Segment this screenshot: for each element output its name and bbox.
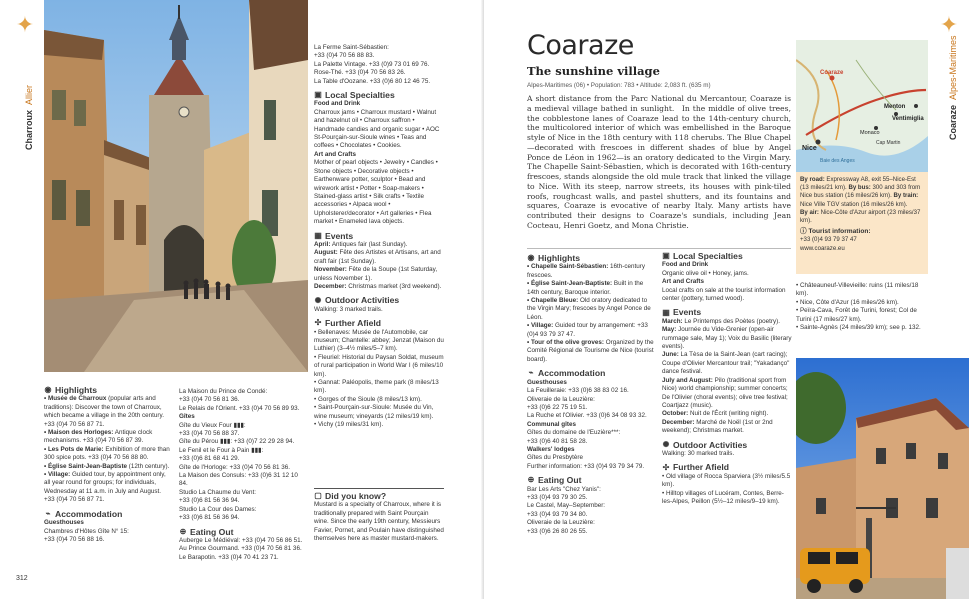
- walkers-lodge-line: Further information: +33 (0)4 93 79 34 79.: [527, 462, 645, 470]
- food-label: Food and Drink: [314, 100, 361, 108]
- highlight-item: • Village: Guided tour by arrangement: +33 (0)4 93 79 37 47.: [527, 322, 648, 338]
- map-label-coaraze: Coaraze: [820, 70, 844, 76]
- info-icon: ⓘ: [800, 228, 809, 236]
- side-tab-left: [4, 0, 44, 190]
- hiker-icon: ✺: [662, 439, 670, 449]
- eye-icon: ◉: [44, 385, 52, 395]
- gite-line: Studio La Cour des Dames:: [179, 505, 257, 513]
- guesthouse-line: La Feuilleraie: +33 (0)6 38 83 02 16.: [527, 387, 629, 395]
- gites-label: Gîtes: [179, 413, 195, 421]
- event-item: May: Journée du Vide-Grenier (open-air rummage sale, May 1); Voix du Basilic (literary events).: [662, 326, 792, 351]
- did-you-know-heading: Did you know?: [325, 491, 387, 501]
- gite-line: Le Fenil et le Four à Pain ▮▮▮:: [179, 446, 264, 454]
- guesthouse-line: Oliveraie de la Leuzière:: [527, 395, 595, 403]
- afield-item: • Châteauneuf-Villevieille: ruins (11 miles/18 km).: [796, 282, 919, 298]
- gite-line: +33 (0)6 81 68 41 29.: [179, 455, 240, 463]
- plate-icon: ⊕: [527, 475, 535, 485]
- restaurant-line: Le Barapotin. +33 (0)4 70 41 23 71.: [179, 553, 279, 561]
- afield-item: • Gannat: Paléopolis, theme park (8 miles/13 km).: [314, 379, 439, 395]
- guesthouses-label: Guesthouses: [44, 519, 84, 527]
- restaurant-line: Au Prince Gourmand. +33 (0)4 70 56 81 36.: [179, 545, 302, 553]
- afield-item: • Saint-Pourçain-sur-Sioule: Musée du Vin, wine museum; vineyards (12 miles/19 km).: [314, 404, 434, 420]
- side-tab-place: Coaraze: [948, 104, 958, 140]
- map-label-menton: Menton: [884, 104, 906, 110]
- page-number: 312: [16, 575, 28, 582]
- highlight-item: • Chapelle Bleue: Old oratory dedicated to the Virgin Mary; frescoes by Angel Ponce de Léon.: [527, 297, 651, 321]
- access-info-box: [796, 172, 928, 274]
- restaurant-line: Auberge Le Médiéval: +33 (0)4 70 56 86 51.: [179, 536, 303, 544]
- compass-icon: ✣: [662, 462, 670, 472]
- event-item: August: Fête des Artistes et Artisans, art and craft fair (1st Sunday).: [314, 249, 441, 265]
- road-label: By road:: [800, 176, 825, 183]
- tourist-info-line: www.coaraze.eu: [800, 245, 845, 253]
- hiker-icon: ✺: [314, 295, 322, 305]
- afield-item: • Gorges of the Sioule (8 miles/13 km).: [314, 395, 422, 403]
- highlights-heading: Highlights: [55, 385, 98, 395]
- bus-label: By bus:: [848, 184, 871, 192]
- coaraze-afield-extra: [796, 282, 928, 332]
- eye-icon: ◉: [527, 253, 535, 263]
- specialties-heading: Local Specialties: [673, 251, 743, 261]
- side-tab-right: [928, 0, 968, 190]
- restaurant-line: +33 (0)4 93 79 30 25.: [527, 493, 588, 501]
- guesthouse-line: La Ruche et l'Olivier. +33 (0)6 34 08 93 32.: [527, 412, 647, 420]
- afield-item: • Sainte-Agnès (24 miles/39 km); see p. 132.: [796, 324, 921, 332]
- highlight-item: • Chapelle Saint-Sébastien: 16th-century frescoes.: [527, 263, 646, 279]
- restaurant-line: La Palette Vintage. +33 (0)9 73 01 69 76.: [314, 60, 430, 68]
- gite-line: +33 (0)4 70 56 88 37.: [179, 430, 240, 438]
- info-icon: ▢: [314, 491, 322, 501]
- basket-icon: ▣: [662, 251, 670, 261]
- restaurant-line: +33 (0)4 93 79 34 80.: [527, 510, 588, 518]
- guesthouse-line: Chambres d'Hôtes Gîte N° 15:: [44, 527, 129, 535]
- highlight-item: • Village: Guided tour, by appointment only, all year round for groups; for individuals, Wednesday at 11 a.m. in July and August. +33 (0)4 70 56 87 71.: [44, 471, 166, 504]
- event-item: July and August: Pilo (traditional sport from Nice) world championship; summer concerts; De l'Olivier (choral events); olive tree festival; Coartjazz (music).: [662, 376, 788, 409]
- restaurant-line: La Table d'Oozane. +33 (0)6 80 12 46 75.: [314, 77, 431, 85]
- guesthouse-line: +33 (0)6 22 75 19 51.: [527, 403, 588, 411]
- walkers-lodges-label: Walkers' lodges: [527, 445, 575, 453]
- map-label-nice: Nice: [802, 145, 817, 152]
- arts-label: Art and Crafts: [314, 150, 356, 158]
- event-item: December: Marché de Noël (1st or 2nd weekend); Christmas market.: [662, 418, 773, 435]
- gite-line: Gîtes du domaine de l'Euzière***:: [527, 429, 621, 437]
- outdoor-heading: Outdoor Activities: [673, 439, 748, 450]
- lead-paragraph: A short distance from the Parc National du Mercantour, Coaraze is a medieval village bathed in sunlight. In the middle of olive trees, the cobblestone lanes of Coaraze lead to the 14th-century church, the multicolored interior of which was embellished in the Baroque style of Nice in the 18th century with 118 cherubs. The Blue Chapel—decorated with frescoes in different shades of blue by Angel Ponce de Léon in 1962—is an oratory dedicated to the Virgin Mary. The Chapelle Saint-Sébastien, which is decorated with 16th-century frescoes, stands alongside the old mule track that linked the village to Nice. With its steep, narrow streets, its houses with pink-tiled roofs, roughcast walls, and pastel shutters, and its fountains and squares, Coaraze is evocative of nearby Italy. Many artists have contributed their designs to Coaraze's sundials, including Jean Cocteau, Henri Goetz, and Mona Christie.: [527, 94, 791, 230]
- did-you-know-box: [314, 488, 444, 543]
- village-star-icon: ✦: [15, 12, 35, 37]
- gite-line: Gîte de l'Horloge: +33 (0)4 70 56 81 36.: [179, 463, 290, 471]
- events-heading: Events: [325, 230, 354, 241]
- tourist-info-label: Tourist information:: [808, 228, 871, 236]
- afield-item: • Bellenaves: Musée de l'Automobile, car museum; Chantelle: abbey; Jenzat (Maison du Luthier) (3–4½ miles/5–7 km).: [314, 328, 444, 353]
- afield-heading: Further Afield: [325, 318, 382, 329]
- event-item: October: Nuit de l'Écrit (writing night).: [662, 410, 769, 418]
- gite-line: Gîte du Vieux Four ▮▮▮:: [179, 421, 246, 429]
- charroux-col2: [179, 388, 307, 562]
- event-item: December: Christmas market (3rd weekend).: [314, 282, 442, 290]
- afield-item: • Vichy (19 miles/31 km).: [314, 421, 384, 429]
- bed-icon: ⌁: [528, 368, 534, 378]
- accommodation-line: Le Relais de l'Orient. +33 (0)4 70 56 89 93.: [179, 404, 300, 412]
- gite-line: +33 (0)6 81 56 36 94.: [179, 514, 240, 522]
- guesthouses-label: Guesthouses: [527, 378, 567, 386]
- event-item: April: Antiques fair (last Sunday).: [314, 240, 408, 248]
- gite-line: +33 (0)6 81 56 36 94.: [179, 497, 240, 505]
- accommodation-heading: Accommodation: [55, 508, 123, 519]
- highlight-item: • Musée de Charroux (popular arts and traditions): Discover the town of Charroux, which became a village in the 20th century. +33 (0)4 70 56 87 71.: [44, 395, 164, 428]
- side-tab-place: Charroux: [24, 109, 34, 150]
- highlight-item: • Église Saint-Jean-Baptiste (12th century).: [44, 462, 170, 470]
- outdoor-heading: Outdoor Activities: [325, 295, 400, 306]
- food-label: Food and Drink: [662, 261, 709, 269]
- coaraze-col2: [662, 252, 792, 506]
- eating-out-heading: Eating Out: [190, 526, 234, 537]
- outdoor-text: Walking: 3 marked trails.: [314, 305, 383, 313]
- afield-item: • Old village of Rocca Sparviera (3½ miles/5.5 km).: [662, 472, 791, 489]
- map-label-ventimiglia: Ventimiglia: [892, 116, 924, 122]
- event-item: March: Le Printemps des Poètes (poetry).: [662, 317, 780, 325]
- highlight-item: • Les Pots de Marie: Exhibition of more than 300 spice pots. +33 (0)4 70 56 88 80.: [44, 445, 170, 462]
- map-label-baie-des-anges: Baie des Anges: [820, 158, 855, 164]
- event-item: June: La Tèsa de la Saint-Jean (cart racing); Coupe d'Olivier Mercantour trail; "Yakadanço" dance festival.: [662, 351, 790, 376]
- accommodation-line: La Maison du Prince de Condé:: [179, 388, 268, 395]
- map-label-cap-martin: Cap Martin: [876, 140, 901, 146]
- restaurant-line: Le Castel, May–September:: [527, 502, 606, 510]
- afield-item: • Nice, Côte d'Azur (16 miles/26 km).: [796, 298, 899, 306]
- highlight-item: • Maison des Horloges: Antique clock mechanisms. +33 (0)4 70 56 87 39.: [44, 429, 153, 445]
- divider: [527, 248, 791, 249]
- village-star-icon: ✦: [939, 12, 959, 37]
- arts-label: Art and Crafts: [662, 278, 704, 286]
- basket-icon: ▣: [314, 90, 322, 100]
- afield-heading: Further Afield: [673, 462, 730, 473]
- did-you-know-text: Mustard is a specialty of Charroux, where it is traditionally prepared with Saint Pourçain wine. Since the early 19th century, Messieurs Favier, Pornet, and Poulain have distinguished themselves here as master mustard-makers.: [314, 501, 444, 543]
- food-text: Charroux jams • Charroux mustard • Walnut and hazelnut oil • Charroux saffron • Handmade candies and organic sugar • AOC St-Pourçain-sur-Sioule wines • Teas and coffees • Chocolates • Cookies.: [314, 108, 440, 150]
- side-tab-region: Alpes-Maritimes: [948, 35, 958, 100]
- food-text: Organic olive oil • Honey, jams.: [662, 269, 749, 277]
- restaurant-line: +33 (0)6 26 80 26 55.: [527, 527, 588, 535]
- highlights-heading: Highlights: [538, 253, 581, 263]
- bed-icon: ⌁: [45, 508, 51, 518]
- restaurant-line: Bar Les Arts "Chez Yanis":: [527, 485, 601, 493]
- gite-line: Gîte du Pérou ▮▮▮: +33 (0)7 22 29 28 94.: [179, 438, 295, 446]
- guesthouse-line: +33 (0)4 70 56 88 16.: [44, 535, 105, 543]
- arts-text: Local crafts on sale at the tourist information center (pottery, turned wood).: [662, 286, 786, 303]
- restaurant-line: +33 (0)4 70 56 88 83.: [314, 52, 375, 60]
- train-label: By train:: [893, 192, 919, 200]
- coaraze-col1: [527, 254, 655, 536]
- communal-gites-label: Communal gîtes: [527, 420, 576, 428]
- train-text: Nice Ville TGV station (16 miles/26 km).: [800, 200, 908, 208]
- air-label: By air:: [800, 208, 819, 216]
- location-map: [796, 40, 928, 172]
- eating-out-heading: Eating Out: [538, 475, 582, 486]
- village-title: Coaraze: [527, 30, 634, 61]
- accommodation-heading: Accommodation: [538, 368, 606, 379]
- events-heading: Events: [673, 307, 702, 318]
- charroux-col3: [314, 44, 444, 429]
- road-text: Expressway A8, exit 55–Nice-Est (13 miles/21 km).: [800, 176, 916, 192]
- gite-line: Studio La Chaume du Vent:: [179, 488, 257, 496]
- restaurant-line: Oliveraie de la Leuzière:: [527, 519, 595, 527]
- restaurant-line: La Ferme Saint-Sébastien:: [314, 44, 389, 51]
- calendar-icon: ▦: [314, 230, 322, 240]
- map-label-monaco: Monaco: [860, 130, 880, 136]
- bus-text: 300 and 303 from Nice bus station (16 miles/26 km).: [800, 184, 921, 200]
- arts-text: Mother of pearl objects • Jewelry • Candles • Stone objects • Decorative objects • Earthenware potter, sculptor • Bead and wirework artist • Potter • Soap-makers • Stained-glass artist • Silk crafts • Textile accessories • Alpaca wool • Upholsterer/decorator • Art galleries • Flea market • Enameled lava objects.: [314, 159, 438, 226]
- highlight-item: • Église Saint-Jean-Baptiste: Built in the 14th century, Baroque interior.: [527, 280, 644, 296]
- walkers-lodge-line: Gîtes du Presbytère: [527, 454, 583, 462]
- plate-icon: ⊕: [179, 526, 187, 536]
- restaurant-line: Rose-Thé. +33 (0)4 70 56 83 26.: [314, 69, 406, 77]
- coaraze-photo: [796, 358, 969, 599]
- tourist-info-line: +33 (0)4 93 79 37 47: [800, 236, 857, 244]
- afield-item: • Hilltop villages of Lucéram, Contes, Berre-les-Alpes, Peillon (5½–12 miles/9–19 km).: [662, 489, 784, 505]
- left-page: [0, 0, 484, 599]
- highlight-item: • Tour of the olive groves: Organized by the Comité Régional de Tourisme de Nice (tourist board).: [527, 339, 654, 363]
- event-item: November: Fête de la Soupe (1st Saturday, unless November 1).: [314, 266, 438, 282]
- charroux-col1: [44, 386, 172, 544]
- charroux-photo: [44, 0, 308, 372]
- outdoor-text: Walking: 30 marked trails.: [662, 449, 735, 457]
- village-subtitle: The sunshine village: [527, 64, 660, 78]
- gite-line: +33 (0)6 40 81 58 28.: [527, 437, 588, 445]
- side-tab-region: Allier: [24, 84, 34, 105]
- specialties-heading: Local Specialties: [325, 90, 395, 101]
- accommodation-line: +33 (0)4 70 56 81 36.: [179, 396, 240, 404]
- afield-item: • Peïra-Cava, Forêt de Turini, forest; Col de Turini (17 miles/27 km).: [796, 307, 917, 323]
- gite-line: La Maison des Consuls: +33 (0)6 31 12 10 84.: [179, 472, 298, 488]
- calendar-icon: ▦: [662, 307, 670, 317]
- compass-icon: ✣: [314, 318, 322, 328]
- village-meta: Alpes-Maritimes (06) • Population: 783 • Altitude: 2,083 ft. (635 m): [527, 82, 711, 89]
- afield-item: • Fleuriel: Historial du Paysan Soldat, museum of rural participation in World War I (6 miles/10 km).: [314, 353, 444, 378]
- air-text: Nice-Côte d'Azur airport (23 miles/37 km).: [800, 208, 921, 225]
